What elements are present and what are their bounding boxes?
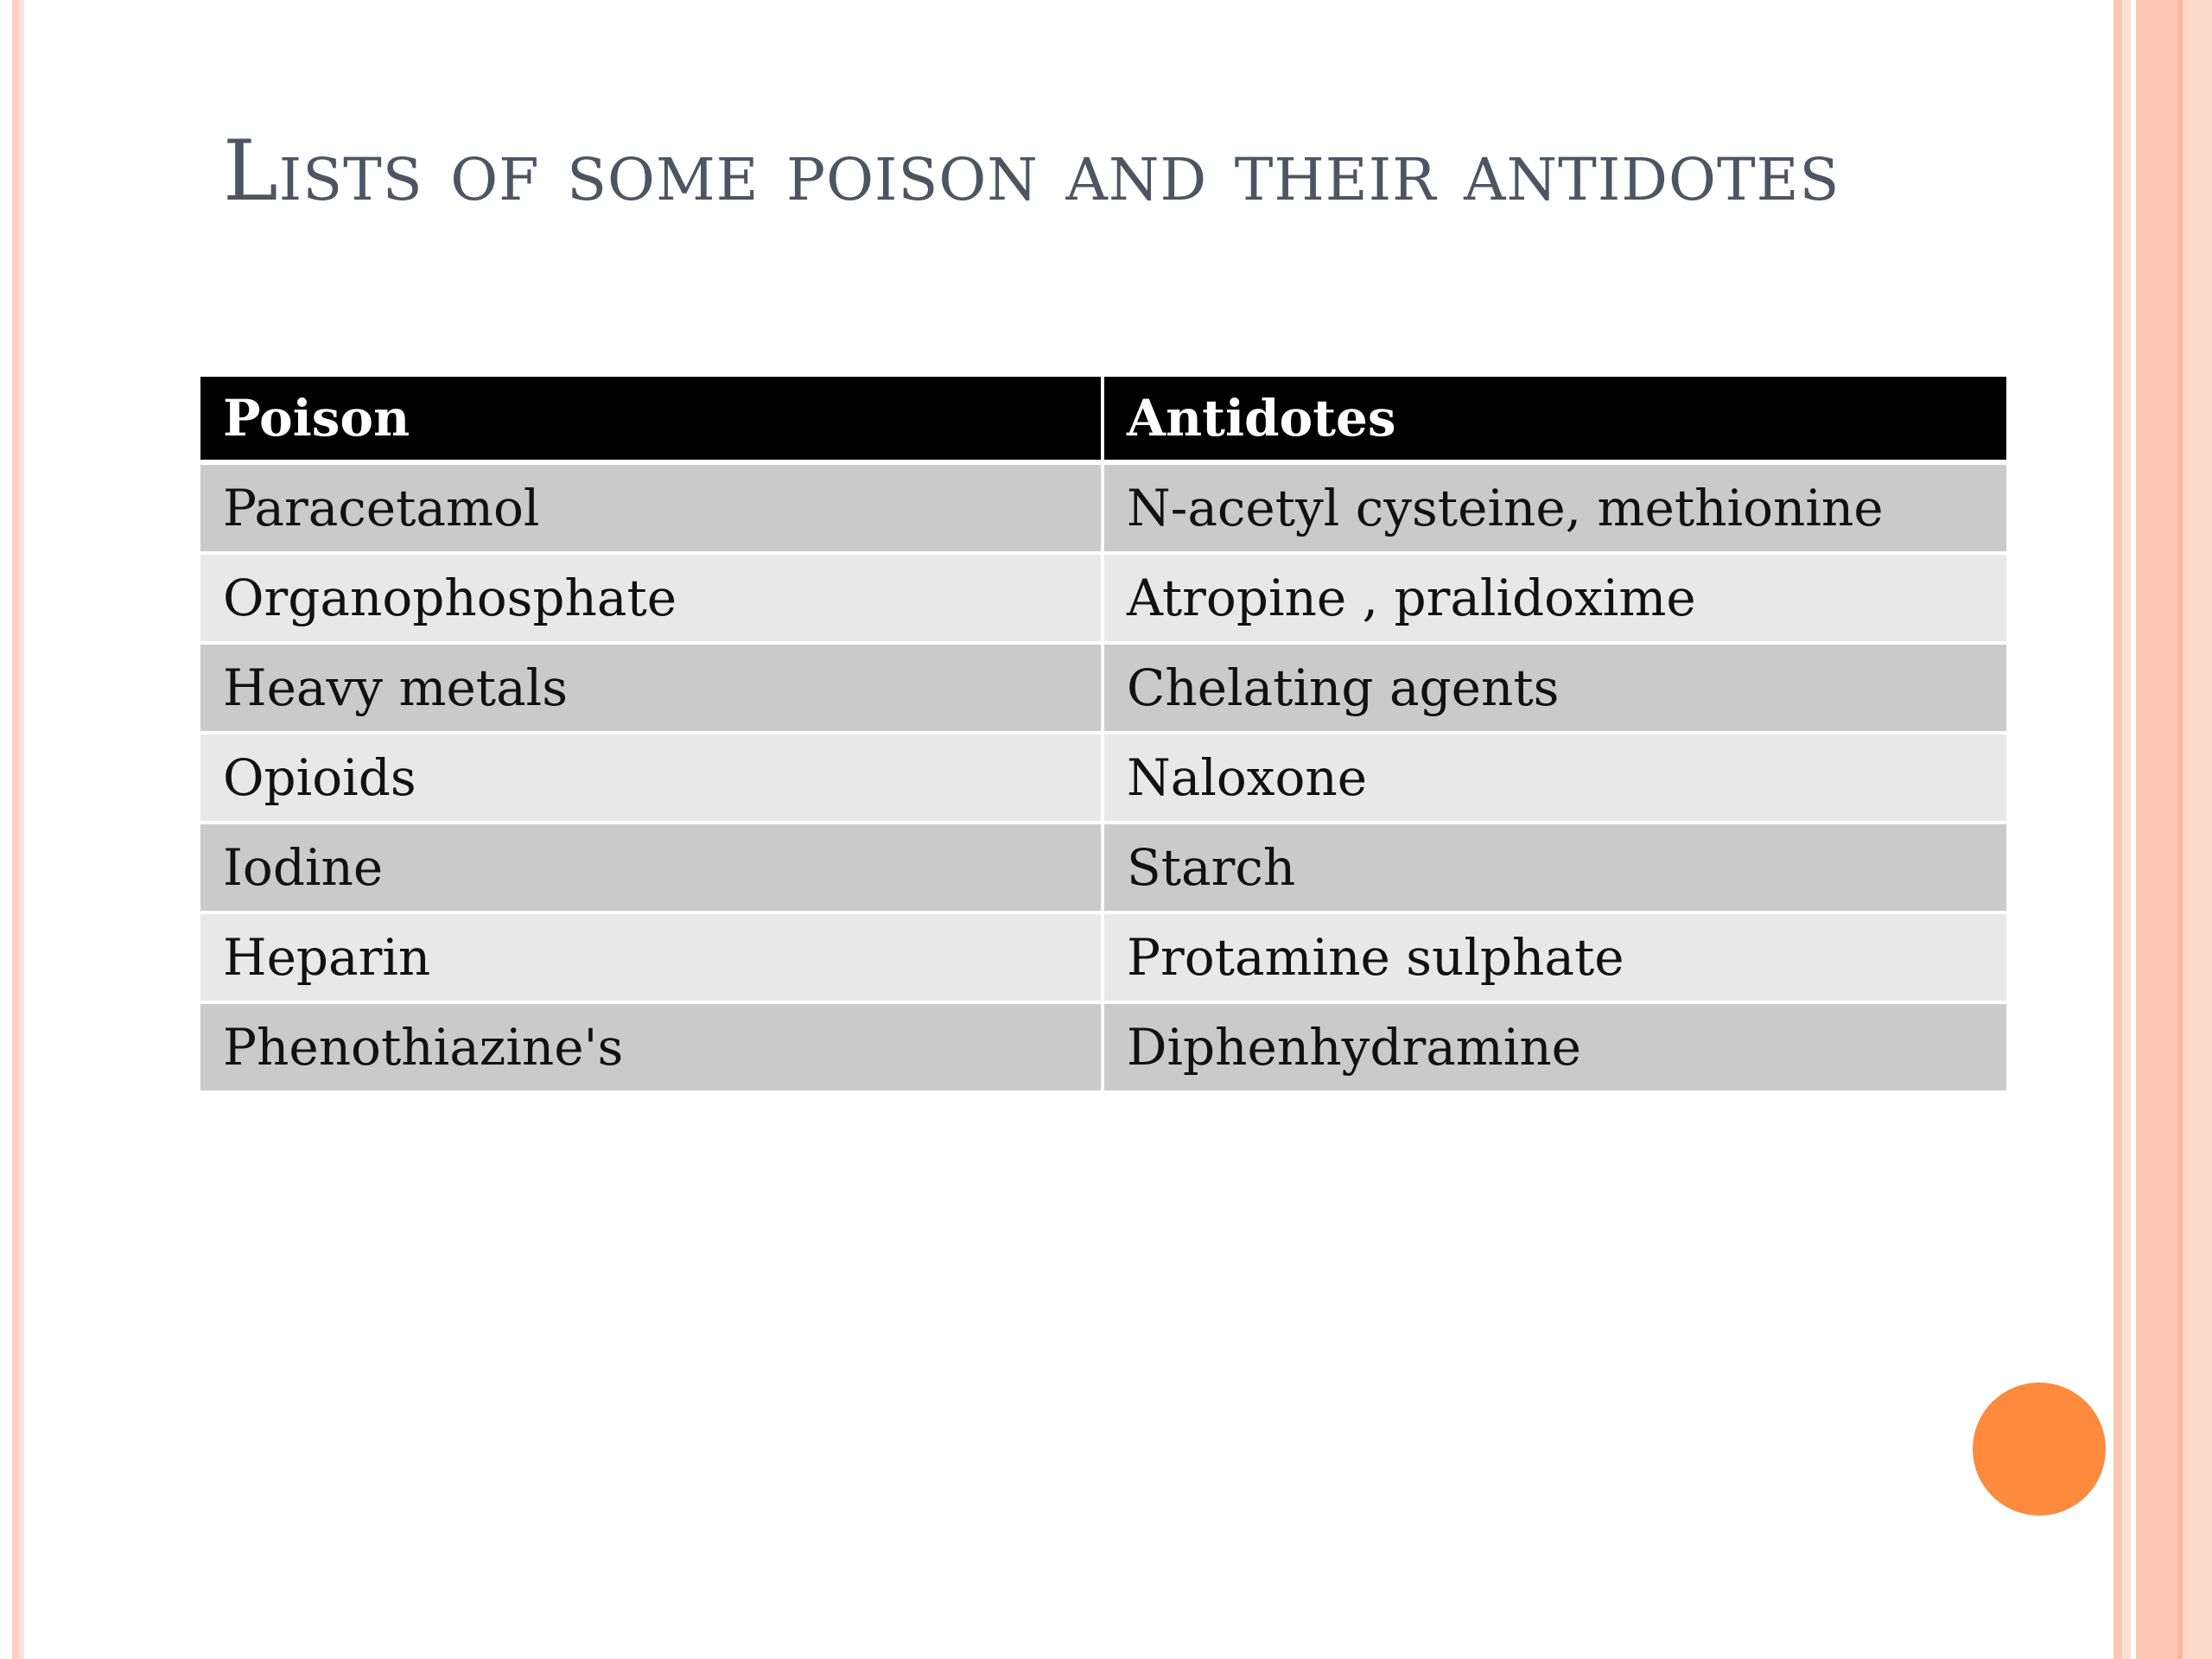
antidote-cell: Chelating agents <box>1103 643 2006 733</box>
table-row <box>200 912 2006 1002</box>
antidote-cell: Protamine sulphate <box>1103 912 2006 1002</box>
antidote-cell: N-acetyl cysteine, methionine <box>1103 462 2006 553</box>
table-row <box>200 553 2006 643</box>
poison-cell: Opioids <box>200 733 1103 823</box>
header-antidotes: Antidotes <box>1103 377 2006 462</box>
table-row <box>200 733 2006 823</box>
table-row <box>200 462 2006 553</box>
slide-title: Lists of some poison and their antidotes <box>223 123 1840 219</box>
antidote-cell: Atropine , pralidoxime <box>1103 553 2006 643</box>
poison-cell: Heavy metals <box>200 643 1103 733</box>
poison-cell: Paracetamol <box>200 462 1103 553</box>
right-border-stripe-2 <box>2122 0 2131 1659</box>
poison-cell: Organophosphate <box>200 553 1103 643</box>
antidote-cell: Diphenhydramine <box>1103 1002 2006 1092</box>
left-border-stripe <box>12 0 19 1659</box>
poison-cell: Heparin <box>200 912 1103 1002</box>
right-border-stripe-5 <box>2183 0 2212 1659</box>
right-border-stripe-3 <box>2136 0 2177 1659</box>
right-border-stripe-1 <box>2113 0 2122 1659</box>
header-poison: Poison <box>200 377 1103 462</box>
table-row <box>200 823 2006 912</box>
poison-cell: Iodine <box>200 823 1103 912</box>
table-row <box>200 643 2006 733</box>
accent-circle <box>1973 1382 2106 1516</box>
table-row <box>200 1002 2006 1092</box>
antidote-cell: Naloxone <box>1103 733 2006 823</box>
antidote-cell: Starch <box>1103 823 2006 912</box>
left-border-stripe-inner <box>19 0 24 1659</box>
poison-cell: Phenothiazine's <box>200 1002 1103 1092</box>
poison-antidote-table <box>200 377 2006 1094</box>
table-header-row <box>200 377 2006 462</box>
